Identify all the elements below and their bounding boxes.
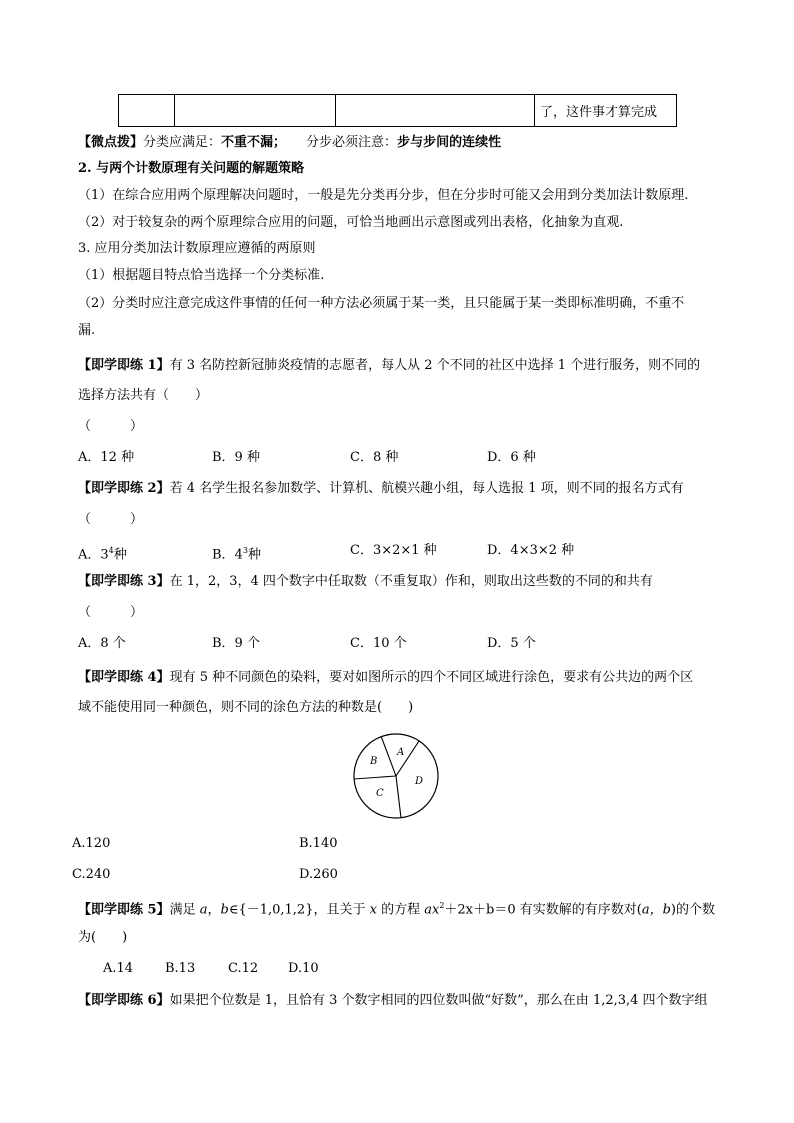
q5-option-c: C.12 [228, 961, 259, 976]
q4-option-c: C.240 [72, 867, 111, 882]
tip-text-a: 分类应满足： [143, 135, 222, 150]
question-2 [78, 480, 684, 498]
question-5: 【即学即练 5】满足 a，b∈{－1,0,1,2}，且关于 x 的方程 $ax^2+2x+b=0$ 有实数解的有序数对(a，b)的个数 [78, 901, 715, 918]
table-cell-last: 了，这件事才算完成 [535, 95, 677, 127]
tip-line [78, 134, 501, 152]
tip-text-d: 步与步间的连续性 [397, 135, 502, 150]
region-label-a: A [397, 747, 405, 758]
table-cell [119, 95, 175, 127]
region-label-d: D [415, 776, 424, 787]
tip-text-c: 分步必须注意： [306, 135, 398, 150]
question-2-line-2: （ ） [78, 512, 144, 527]
question-4-tag: 【即学即练 4】 [78, 670, 170, 685]
q2-option-a: A．$3^4$种 [78, 546, 127, 563]
diagram-line-bc [354, 776, 396, 779]
question-5-line-2: 为( ) [78, 930, 128, 945]
q1-option-c: C．8 种 [350, 450, 399, 465]
question-2-text: 若 4 名学生报名参加数学、计算机、航模兴趣小组，每人选报 1 项，则不同的报名方式有 [169, 481, 684, 496]
q5-option-b: B.13 [165, 961, 196, 976]
question-6-tag: 【即学即练 6】 [78, 993, 170, 1008]
section-3-heading: 3. 应用分类加法计数原理应遵循的两原则 [78, 241, 316, 256]
question-1-text: 有 3 名防控新冠肺炎疫情的志愿者，每人从 2 个不同的社区中选择 1 个进行服务，则不同的 [169, 358, 701, 373]
section-2-para-1: （1）在综合应用两个原理解决问题时，一般是先分类再分步，但在分步时可能又会用到分类加法计数原理. [78, 188, 689, 203]
table-cell [336, 95, 535, 127]
q3-option-a: A．8 个 [78, 636, 126, 651]
q5-option-a: A.14 [103, 961, 134, 976]
q2-option-c: C．3×2×1 种 [350, 543, 437, 558]
region-label-c: C [376, 788, 384, 799]
region-label-b: B [370, 756, 378, 767]
question-3 [78, 573, 653, 591]
question-4 [78, 669, 693, 687]
question-3-line-2: （ ） [78, 605, 144, 620]
q5-option-d: D.10 [288, 961, 319, 976]
diagram-line-cd [396, 776, 401, 818]
q1-option-b: B．9 种 [212, 450, 260, 465]
question-1-line-3: （ ） [78, 419, 144, 434]
question-5-tag: 【即学即练 5】 [78, 902, 170, 918]
continuation-table [118, 94, 677, 127]
section-3-para-2: （2）分类时应注意完成这件事情的任何一种方法必须属于某一类，且只能属于某一类即标准明确，不重不 [78, 296, 685, 311]
q4-option-b: B.140 [299, 836, 338, 851]
q4-option-d: D.260 [299, 867, 338, 882]
q2-option-d: D．4×3×2 种 [487, 543, 575, 558]
tip-tag: 【微点拨】 [78, 135, 144, 150]
question-4-line-2: 域不能使用同一种颜色，则不同的涂色方法的种数是( ) [78, 700, 414, 715]
section-2-para-2: （2）对于较复杂的两个原理综合应用的问题，可恰当地画出示意图或列出表格，化抽象为直观. [78, 215, 624, 230]
question-3-tag: 【即学即练 3】 [78, 574, 170, 589]
question-1 [78, 357, 700, 375]
q4-option-a: A.120 [72, 836, 111, 851]
question-6-text: 如果把个位数是 1，且恰有 3 个数字相同的四位数叫做“好数”，那么在由 1,2,3,4 四个数字组 [169, 993, 708, 1008]
section-3-para-1: （1）根据题目特点恰当选择一个分类标准. [78, 268, 325, 283]
question-4-text: 现有 5 种不同颜色的染料，要对如图所示的四个不同区域进行涂色，要求有公共边的两个区 [169, 670, 694, 685]
q1-option-d: D．6 种 [487, 450, 536, 465]
table-cell [175, 95, 336, 127]
section-3-para-2-cont: 漏. [78, 323, 96, 338]
question-3-text: 在 1，2，3，4 四个数字中任取数（不重复取）作和，则取出这些数的不同的和共有 [169, 574, 653, 589]
question-6 [78, 992, 708, 1010]
tip-text-b: 不重不漏； [221, 135, 287, 150]
region-circle-diagram [352, 731, 442, 821]
q1-option-a: A．12 种 [78, 450, 135, 465]
q2-option-b: B．$4^3$种 [212, 546, 261, 563]
diagram-line-ab [381, 736, 396, 776]
question-1-line-2: 选择方法共有（ ） [78, 388, 209, 403]
q3-option-c: C．10 个 [350, 636, 407, 651]
section-2-heading: 2. 与两个计数原理有关问题的解题策略 [78, 161, 305, 176]
question-2-tag: 【即学即练 2】 [78, 481, 170, 496]
q3-option-b: B．9 个 [212, 636, 260, 651]
question-1-tag: 【即学即练 1】 [78, 358, 170, 373]
q3-option-d: D．5 个 [487, 636, 536, 651]
